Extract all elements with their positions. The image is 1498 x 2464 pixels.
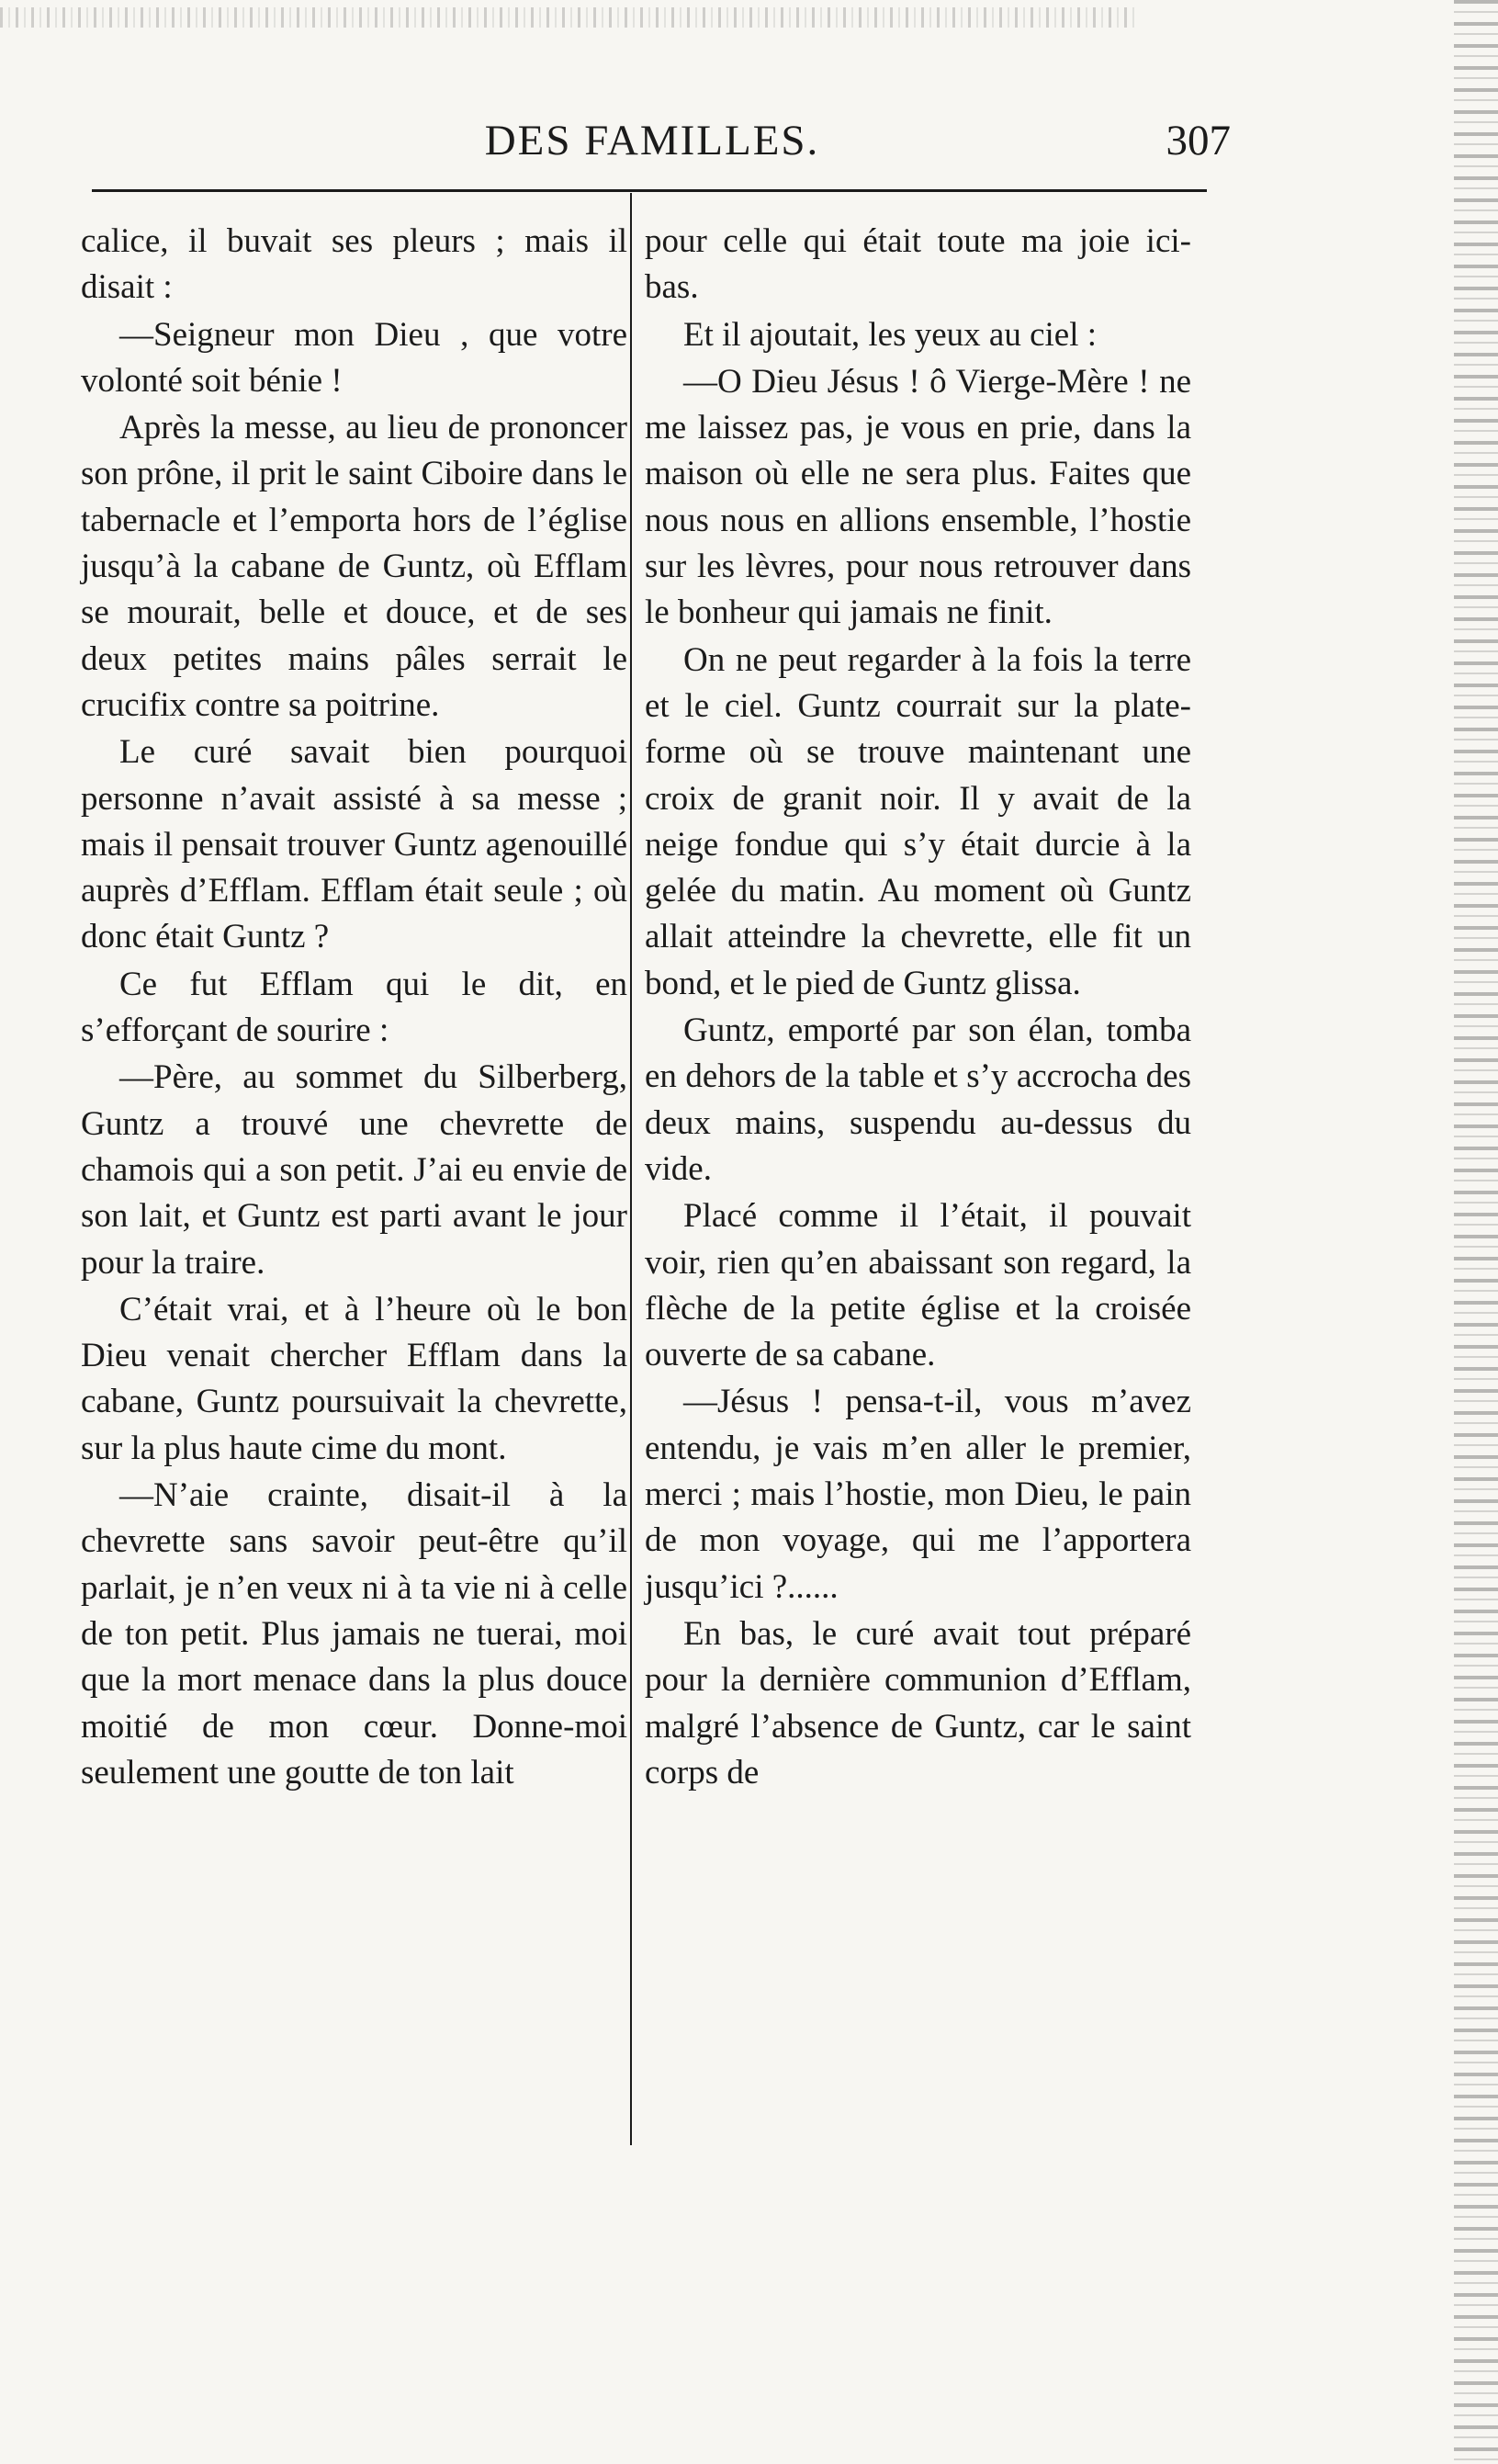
left-paragraph-1: calice, il buvait ses pleurs ; mais il disait :: [81, 222, 627, 307]
left-paragraph-5: Ce fut Efflam qui le dit, en s’efforçant de sourire :: [81, 965, 627, 1050]
left-paragraph-4: Le curé savait bien pourquoi personne n’avait assisté à sa messe ; mais il pensait trouver Guntz agenouillé auprès d’Efflam. Efflam était seule ; où donc était Guntz ?: [81, 733, 627, 956]
scan-edge-right: [1454, 0, 1498, 2464]
page-header: [73, 116, 1231, 180]
left-paragraph-6: —Père, au sommet du Silberberg, Guntz a trouvé une chevrette de chamois qui a son petit. J’ai eu envie de son lait, et Guntz est parti avant le jour pour la traire.: [81, 1058, 627, 1282]
left-column: [81, 219, 627, 1797]
column-divider: [630, 193, 632, 2145]
right-paragraph-8: En bas, le curé avait tout préparé pour la dernière communion d’Efflam, malgré l’absence de Guntz, car le saint corps de: [645, 1614, 1191, 1791]
header-rule: [92, 189, 1207, 192]
left-paragraph-3: Après la messe, au lieu de prononcer son prône, il prit le saint Ciboire dans le tabernacle et l’emporta hors de l’église jusqu’à la cabane de Guntz, où Efflam se mourait, belle et douce, et de ses deux petites mains pâles serrait le crucifix contre sa poitrine.: [81, 409, 627, 724]
left-paragraph-7: C’était vrai, et à l’heure où le bon Dieu venait chercher Efflam dans la cabane, Guntz poursuivait la chevrette, sur la plus haute cime du mont.: [81, 1290, 627, 1467]
right-paragraph-3: —O Dieu Jésus ! ô Vierge-Mère ! ne me laissez pas, je vous en prie, dans la maison où elle ne sera plus. Faites que nous nous en allions ensemble, l’hostie sur les lèvres, pour nous retrouver dans le bonheur qui jamais ne finit.: [645, 362, 1191, 632]
right-paragraph-1: pour celle qui était toute ma joie ici-bas.: [645, 222, 1191, 307]
page-number: 307: [1166, 117, 1231, 164]
right-paragraph-2: Et il ajoutait, les yeux au ciel :: [683, 315, 1098, 354]
running-head: DES FAMILLES.: [484, 117, 820, 164]
scan-noise-top: [0, 7, 1139, 28]
right-paragraph-5: Guntz, emporté par son élan, tomba en dehors de la table et s’y accrocha des deux mains, suspendu au-dessus du vide.: [645, 1012, 1191, 1188]
left-paragraph-8: —N’aie crainte, disait-il à la chevrette sans savoir peut-être qu’il parlait, je n’en veux ni à ta vie ni à celle de ton petit. Plus jamais ne tuerai, moi que la mort menace dans la plus douce moitié de mon cœur. Donne-moi seulement une goutte de ton lait: [81, 1476, 627, 1791]
right-paragraph-7: —Jésus ! pensa-t-il, vous m’avez entendu, je vais m’en aller le premier, merci ; mais l’hostie, mon Dieu, le pain de mon voyage, qui me l’apportera jusqu’ici ?......: [645, 1383, 1191, 1606]
left-paragraph-2: —Seigneur mon Dieu , que votre volonté soit bénie !: [81, 315, 627, 400]
right-column: [645, 219, 1191, 1797]
right-paragraph-6: Placé comme il l’était, il pouvait voir, rien qu’en abaissant son regard, la flèche de la petite église et la croisée ouverte de sa cabane.: [645, 1197, 1191, 1374]
right-paragraph-4: On ne peut regarder à la fois la terre et le ciel. Guntz courrait sur la plate-forme où se trouve maintenant une croix de granit noir. Il y avait de la neige fondue qui s’y était durcie à la gelée du matin. Au moment où Guntz allait atteindre la chevrette, elle fit un bond, et le pied de Guntz glissa.: [645, 640, 1191, 1002]
